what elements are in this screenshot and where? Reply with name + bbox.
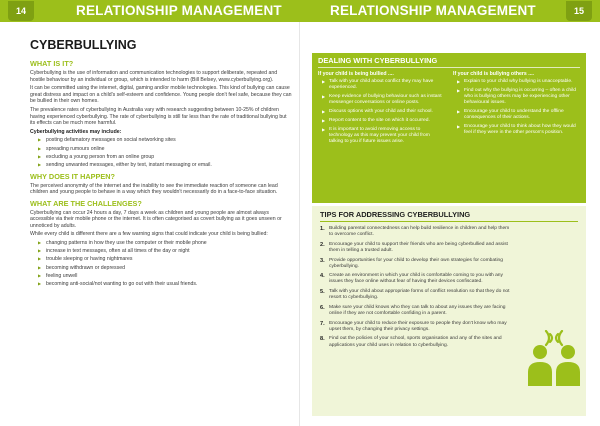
list-item: ▶ sending unwanted messages, either by text, instant messaging or email. bbox=[38, 162, 292, 169]
dealing-title: DEALING WITH CYBERBULLYING bbox=[318, 56, 580, 68]
list-item: ▶ Report content to the site on which it occurred. bbox=[322, 118, 445, 124]
tip-number: 7. bbox=[320, 320, 325, 327]
list-item: ▶ Keep evidence of bullying behaviour such as instant messenger conversations or online posts. bbox=[322, 94, 445, 106]
list-item: ▶ trouble sleeping or having nightmares bbox=[38, 256, 292, 263]
left-page-number: 14 bbox=[8, 1, 34, 21]
tip-number: 3. bbox=[320, 257, 325, 264]
left-page-header bbox=[0, 0, 300, 22]
list-item: ▶ posting defamatory messages on social networking sites bbox=[38, 137, 292, 144]
people-talking-icon bbox=[525, 330, 581, 386]
being-bullied-heading: If your child is being bullied .... bbox=[318, 71, 394, 77]
dealing-columns bbox=[318, 71, 580, 148]
tips-list bbox=[320, 226, 510, 349]
tip-number: 4. bbox=[320, 273, 325, 280]
list-item: ▶ becoming anti-social/not wanting to go out with their usual friends. bbox=[38, 281, 292, 288]
right-page-number: 15 bbox=[566, 1, 592, 21]
list-item: ▶ becoming withdrawn or depressed bbox=[38, 265, 292, 272]
list-item: ▶ It is important to avoid removing access to technology as this may prevent your child from talking to you if future issues arise. bbox=[322, 127, 445, 146]
list-item: ▶ excluding a young person from an online group bbox=[38, 154, 292, 161]
tip-number: 1. bbox=[320, 226, 325, 232]
list-item: ▶ increase in text messages, often at all times of the day or night bbox=[38, 248, 292, 255]
list-item: ▶ Talk with your child about conflict they may have experienced. bbox=[322, 79, 445, 91]
challenges-paragraph-1: Cyberbullying can occur 24 hours a day, 7 days a week as children and young people are almost always accessible via their mobile phone or the internet. It is often categorised as covert bullying as it goes unseen or unnoticed by adults. bbox=[30, 209, 282, 229]
right-page-header bbox=[300, 0, 600, 22]
tip-item bbox=[320, 321, 510, 333]
list-item: ▶ Find out why the bullying is occurring – often a child who is bullying others may be experiencing other behavioural issues. bbox=[457, 88, 580, 107]
list-item: ▶ Discuss options with your child and their school. bbox=[322, 109, 445, 115]
challenges-heading: WHAT ARE THE CHALLENGES? bbox=[30, 198, 142, 208]
tip-item bbox=[320, 242, 510, 254]
list-item: ▶ feeling unwell bbox=[38, 273, 292, 280]
tip-item bbox=[320, 289, 510, 301]
tips-title: TIPS FOR ADDRESSING CYBERBULLYING bbox=[320, 210, 578, 222]
activities-list bbox=[38, 137, 292, 168]
tip-text: Encourage your child to reduce their exposure to people they don't know who may upset them, by changing their privacy settings. bbox=[329, 320, 507, 332]
warning-signs-list bbox=[38, 240, 292, 288]
list-item: ▶ Explain to your child why bullying is unacceptable. bbox=[457, 79, 580, 85]
being-bullied-list bbox=[322, 79, 445, 145]
why-paragraph: The perceived anonymity of the internet and the inability to see the immediate reaction of someone can lead children and young people to behave in a way which they wouldn't necessarily do in a face-to-face situation. bbox=[30, 182, 278, 196]
list-item: ▶ spreading rumours online bbox=[38, 146, 292, 153]
tip-text: Provide opportunities for your child to develop their own strategies for combating cyberbullying. bbox=[329, 257, 503, 269]
bullying-others-list bbox=[457, 79, 580, 136]
tip-item bbox=[320, 336, 510, 348]
bullying-others-heading: If your child is bullying others .... bbox=[453, 71, 534, 77]
page-title: CYBERBULLYING bbox=[30, 38, 137, 52]
why-heading: WHY DOES IT HAPPEN? bbox=[30, 171, 116, 181]
activities-lead: Cyberbullying activities may include: bbox=[30, 128, 122, 135]
tip-number: 5. bbox=[320, 289, 325, 296]
list-item: ▶ Encourage your child to think about how they would feel if they were in the other person's position. bbox=[457, 124, 580, 136]
tip-text: Building parental connectedness can help build resilience in children and help them to overcome conflict. bbox=[329, 226, 510, 238]
bullying-others-column bbox=[453, 71, 580, 148]
tip-item bbox=[320, 226, 510, 238]
list-item: ▶ Encourage your child to understand the offline consequences of their actions. bbox=[457, 109, 580, 121]
being-bullied-column bbox=[318, 71, 445, 148]
challenges-paragraph-2: While every child is different there are a few warning signs that could indicate your child is being bullied: bbox=[30, 231, 268, 238]
tip-text: Make sure your child knows who they can talk to about any issues they are facing online if they are not comfortable confiding in a parent. bbox=[329, 304, 506, 316]
tip-item bbox=[320, 305, 510, 317]
tip-item bbox=[320, 258, 510, 270]
tip-text: Talk with your child about appropriate forms of conflict resolution so that they do not resort to cyberbullying. bbox=[329, 289, 510, 301]
tip-text: Find out the policies of your school, sports organisation and any of the sites and applications your child uses in relation to cyberbullying. bbox=[329, 336, 502, 348]
tip-number: 2. bbox=[320, 241, 325, 248]
tip-text: Encourage your child to support their friends who are being cyberbullied and assist them in telling a trusted adult. bbox=[329, 241, 508, 253]
what-paragraph-2: It can be committed using the internet, digital, gaming and/or mobile technologies. This kind of bullying can cause great distress and impact on a child's self-esteem and confidence. Young people don't feel safe, because they can be bullied in their own homes. bbox=[30, 85, 292, 105]
tip-number: 6. bbox=[320, 304, 325, 311]
page-divider bbox=[299, 22, 300, 426]
left-header-title: RELATIONSHIP MANAGEMENT bbox=[76, 3, 282, 18]
left-page-content bbox=[30, 38, 292, 291]
tip-item bbox=[320, 273, 510, 285]
what-paragraph-3: The prevalence rates of cyberbullying in Australia vary with research suggesting between 10-25% of children having experienced cyberbullying. The rate of cyberbullying is still far less than the rate of traditional bullying but its effects can be much more harmful. bbox=[30, 106, 287, 127]
what-paragraph-1: Cyberbullying is the use of information and communication technologies to support deliberate, repeated and hostile behaviour by an individual or group, which is intended to harm (Bill Belsey, www.cyberbullying.org). bbox=[30, 70, 278, 83]
dealing-box bbox=[312, 53, 586, 203]
right-header-title: RELATIONSHIP MANAGEMENT bbox=[330, 3, 536, 18]
tip-number: 8. bbox=[320, 336, 325, 343]
tip-text: Create an environment in which your child is comfortable coming to you with any issues they face online without fear of having their devices confiscated. bbox=[329, 273, 503, 285]
list-item: ▶ changing patterns in how they use the computer or their mobile phone bbox=[38, 240, 292, 247]
what-heading: WHAT IS IT? bbox=[30, 59, 74, 68]
